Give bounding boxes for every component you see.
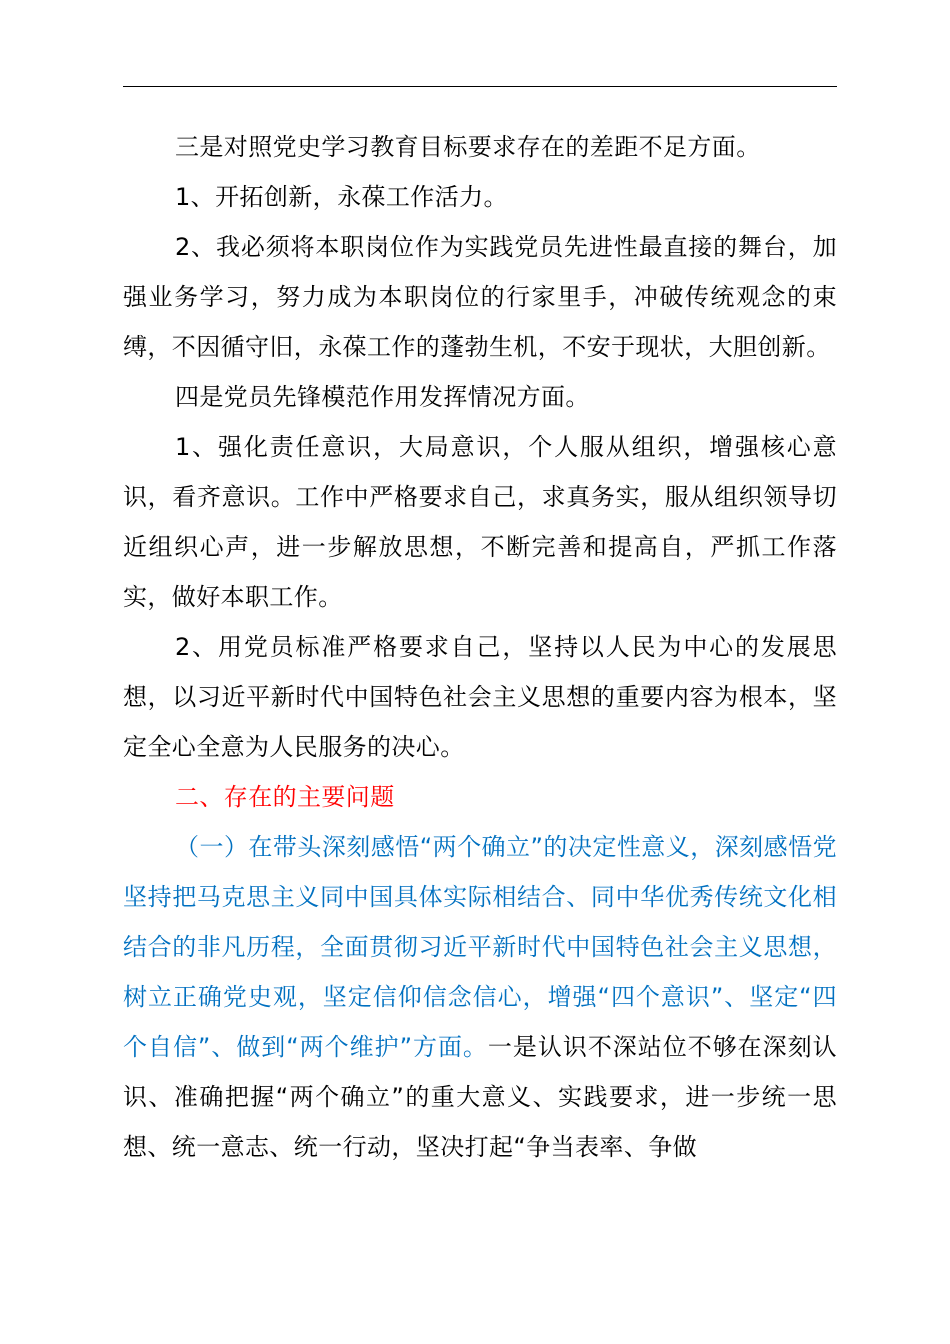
paragraph-item-2-position: 2、我必须将本职岗位作为实践党员先进性最直接的舞台，加强业务学习，努力成为本职岗位的行家里手，冲破传统观念的束缚，不因循守旧，永葆工作的蓬勃生机，不安于现状，大胆创新。	[123, 233, 837, 361]
paragraph-item-1-innovation: 1、开拓创新，永葆工作活力。	[175, 183, 508, 211]
paragraph-item-1-responsibility: 1、强化责任意识，大局意识，个人服从组织，增强核心意识，看齐意识。工作中严格要求自己，求真务实，服从组织领导切近组织心声，进一步解放思想，不断完善和提高自，严抓工作落实，做好本职工作。	[123, 433, 837, 611]
paragraph-point-three: 三是对照党史学习教育目标要求存在的差距不足方面。	[175, 133, 761, 161]
subsection-paragraph	[123, 822, 837, 1172]
paragraph-point-four: 四是党员先锋模范作用发挥情况方面。	[175, 383, 590, 411]
document-body	[123, 122, 837, 1172]
subsection-heading-text: （一）在带头深刻感悟“两个确立”的决定性意义，深刻感悟党坚持把马克思主义同中国具体实际相结合、同中华优秀传统文化相结合的非凡历程，全面贯彻习近平新时代中国特色社会主义思想，树立正确党史观，坚定信仰信念信心，增强“四个意识”、坚定“四个自信”、做到“两个维护”方面。	[123, 833, 837, 1061]
paragraph-item-2-standards: 2、用党员标准严格要求自己，坚持以人民为中心的发展思想，以习近平新时代中国特色社会主义思想的重要内容为根本，坚定全心全意为人民服务的决心。	[123, 633, 837, 761]
section-heading: 二、存在的主要问题	[175, 783, 395, 811]
subsection-body-text: 一是认识不深站位不够在深刻认识、准确把握“两个确立”的重大意义、实践要求，进一步统一思想、统一意志、统一行动，坚决打起“争当表率、争做	[123, 1033, 838, 1161]
header-rule	[123, 86, 837, 87]
